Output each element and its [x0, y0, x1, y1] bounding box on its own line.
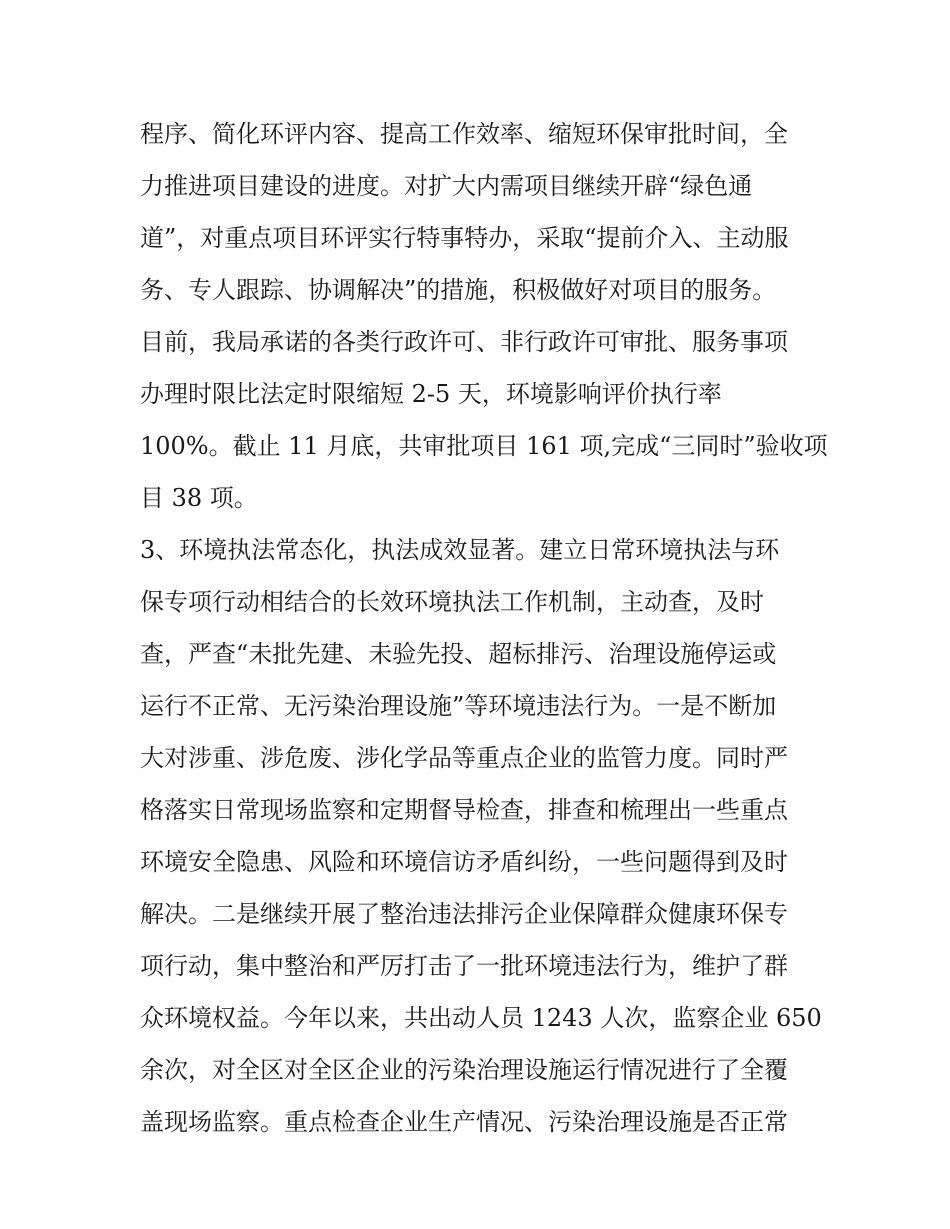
- text-line: 查，严查“未批先建、未验先投、超标排污、治理设施停运或: [140, 640, 777, 668]
- text-line: 100%。截止 11 月底，共审批项目 161 项,完成“三同时”验收项: [140, 432, 828, 460]
- text-line: 解决。二是继续开展了整治违法排污企业保障群众健康环保专: [140, 900, 788, 928]
- text-line: 道”，对重点项目环评实行特事特办，采取“提前介入、主动服: [140, 224, 789, 252]
- text-line: 目前，我局承诺的各类行政许可、非行政许可审批、服务事项: [140, 328, 788, 356]
- text-line: 余次，对全区对全区企业的污染治理设施运行情况进行了全覆: [140, 1056, 788, 1084]
- text-line: 程序、简化环评内容、提高工作效率、缩短环保审批时间，全: [140, 120, 788, 148]
- text-line: 保专项行动相结合的长效环境执法工作机制，主动查，及时: [140, 588, 764, 616]
- text-line: 力推进项目建设的进度。对扩大内需项目继续开辟“绿色通: [140, 172, 753, 200]
- section-heading-line: 3、环境执法常态化，执法成效显著。建立日常环境执法与环: [140, 536, 780, 564]
- text-line: 格落实日常现场监察和定期督导检查，排查和梳理出一些重点: [140, 796, 788, 824]
- text-line: 运行不正常、无污染治理设施”等环境违法行为。一是不断加: [140, 692, 777, 720]
- text-line: 办理时限比法定时限缩短 2-5 天，环境影响评价执行率: [140, 380, 722, 408]
- text-line: 环境安全隐患、风险和环境信访矛盾纠纷，一些问题得到及时: [140, 848, 788, 876]
- text-line: 务、专人跟踪、协调解决”的措施，积极做好对项目的服务。: [140, 276, 777, 304]
- text-line: 项行动，集中整治和严厉打击了一批环境违法行为，维护了群: [140, 952, 788, 980]
- text-line: 大对涉重、涉危废、涉化学品等重点企业的监管力度。同时严: [140, 744, 788, 772]
- text-line: 盖现场监察。重点检查企业生产情况、污染治理设施是否正常: [140, 1108, 788, 1136]
- text-line: 众环境权益。今年以来，共出动人员 1243 人次，监察企业 650: [140, 1004, 822, 1032]
- text-line: 目 38 项。: [140, 484, 258, 512]
- body-text: [140, 108, 830, 1148]
